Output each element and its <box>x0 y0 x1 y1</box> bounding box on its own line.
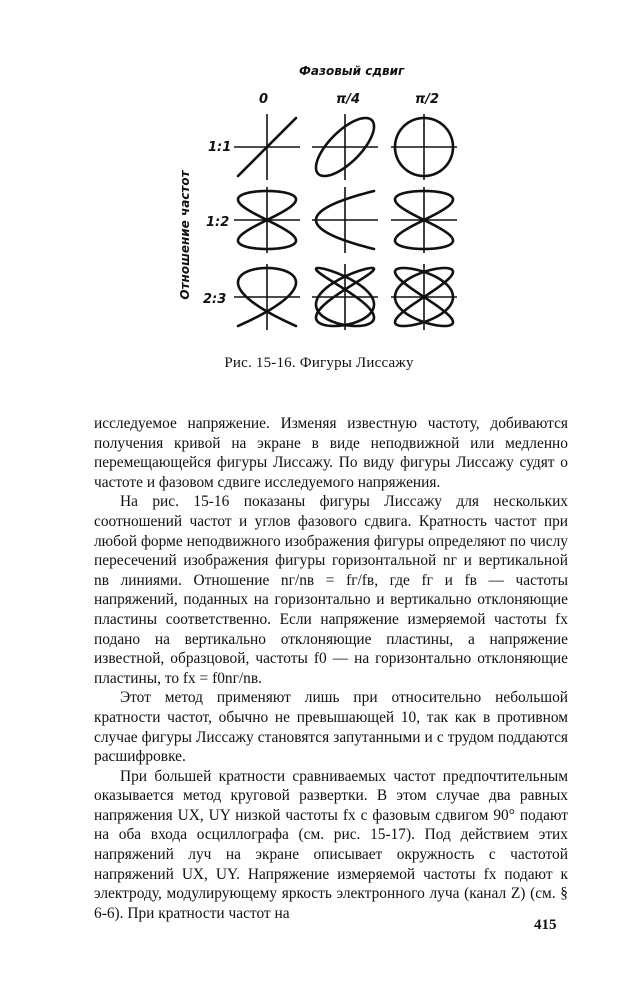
figure-caption: Рис. 15-16. Фигуры Лиссажу <box>224 355 414 371</box>
ratio-label-1-2: 1:2 <box>206 215 230 230</box>
page-number: 415 <box>534 917 557 933</box>
paragraph-2: На рис. 15-16 показаны фигуры Лиссажу для нескольких соотношений частот и углов фазового сдвига. Кратность частот при любой форме неподвижного изображения фигуры определяют по числу пересечений изображения фигуры горизонтальной nг и вертикальной nв линиями. Отношение nг/nв = fг/fв, где fг и fв — частоты напряжений, поданных на горизонтально и вертикально отклоняющие пластины соответственно. Если напряжение измеряемой частоты fx подано на вертикально отклоняющие пластины, а напряжение известной, образцовой, частоты f0 — на горизонтально отклоняющие пластины, то fx = f0nг/nв. <box>94 493 568 687</box>
lissajous-grid <box>0 0 638 345</box>
ratio-label-1-1: 1:1 <box>208 140 232 155</box>
paragraph-3: Этот метод применяют лишь при относительно небольшой кратности частот, обычно не превышающей 10, так как в противном случае фигуры Лиссажу становятся запутанными и с трудом поддаются расшифровке. <box>94 689 568 766</box>
body-text <box>94 414 568 923</box>
phase-label-pi2: π/2 <box>415 92 440 107</box>
phase-shift-header: Фазовый сдвиг <box>299 64 405 78</box>
frequency-ratio-axis-label: Отношение частот <box>178 170 192 300</box>
paragraph-4: При большей кратности сравниваемых частот предпочтительным оказывается метод круговой развертки. В этом случае два равных напряжения UX, UY низкой частоты fx с фазовым сдвигом 90° подают на оба входа осциллографа (см. рис. 15-17). Под действием этих напряжений луч на экране описывает окружность с частотой напряжений UX, UY. Напряжение измеряемой частоты fx подают к электроду, модулирующему яркость электронного луча (канал Z) (см. § 6-6). При кратности частот на <box>94 767 568 922</box>
phase-label-pi4: π/4 <box>336 92 361 107</box>
lissajous-figure <box>0 0 638 345</box>
ratio-label-2-3: 2:3 <box>203 292 227 307</box>
phase-label-0: 0 <box>259 92 269 107</box>
paragraph-1: исследуемое напряжение. Изменяя известную частоту, добиваются получения кривой на экране в виде неподвижной или медленно перемещающейся фигуры Лиссажу. По виду фигуры Лиссажу судят о частоте и фазовом сдвиге исследуемого напряжения. <box>94 415 568 491</box>
